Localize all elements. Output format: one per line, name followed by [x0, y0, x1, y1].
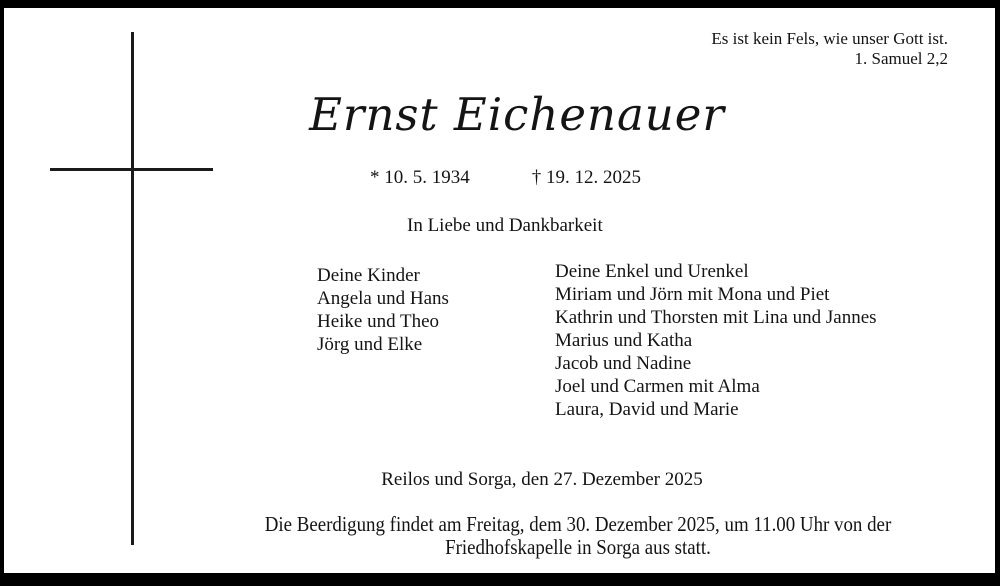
- death-date: † 19. 12. 2025: [531, 167, 641, 188]
- bible-verse: Es ist kein Fels, wie unser Gott ist.: [711, 29, 948, 48]
- scan-border-top: [0, 0, 1000, 8]
- mourners-grandchildren-title: Deine Enkel und Urenkel: [555, 261, 749, 282]
- mourner-line: Marius und Katha: [555, 330, 693, 351]
- tribute-line: In Liebe und Dankbarkeit: [407, 215, 603, 236]
- funeral-line-1: Die Beerdigung findet am Freitag, dem 30. Dezember 2025, um 11.00 Uhr von der: [264, 512, 892, 536]
- mourner-line: Joel und Carmen mit Alma: [555, 376, 760, 397]
- funeral-announcement: [58, 513, 958, 559]
- mourners-children-column: [317, 264, 449, 356]
- bible-reference: 1. Samuel 2,2: [854, 48, 948, 68]
- mourner-line: Heike und Theo: [317, 311, 440, 332]
- mourners-children-title: Deine Kinder: [317, 265, 420, 286]
- mourner-line: Jacob und Nadine: [555, 353, 692, 374]
- mourner-line: Jörg und Elke: [317, 334, 423, 355]
- birth-date: * 10. 5. 1934: [370, 167, 470, 188]
- mourner-line: Miriam und Jörn mit Mona und Piet: [555, 284, 830, 305]
- bible-quote: [711, 29, 948, 68]
- funeral-line-2: Friedhofskapelle in Sorga aus statt.: [445, 535, 711, 559]
- mourners-grandchildren-column: [555, 260, 877, 421]
- scan-border-bottom: [0, 573, 1000, 586]
- place-date-line: Reilos und Sorga, den 27. Dezember 2025: [381, 469, 703, 490]
- mourner-line: Kathrin und Thorsten mit Lina und Jannes: [555, 307, 877, 328]
- mourner-line: Angela und Hans: [317, 288, 449, 309]
- cross-horizontal-bar: [50, 168, 213, 171]
- life-dates: [370, 167, 641, 189]
- mourner-line: Laura, David und Marie: [555, 399, 739, 420]
- deceased-name: Ernst Eichenauer: [309, 88, 725, 141]
